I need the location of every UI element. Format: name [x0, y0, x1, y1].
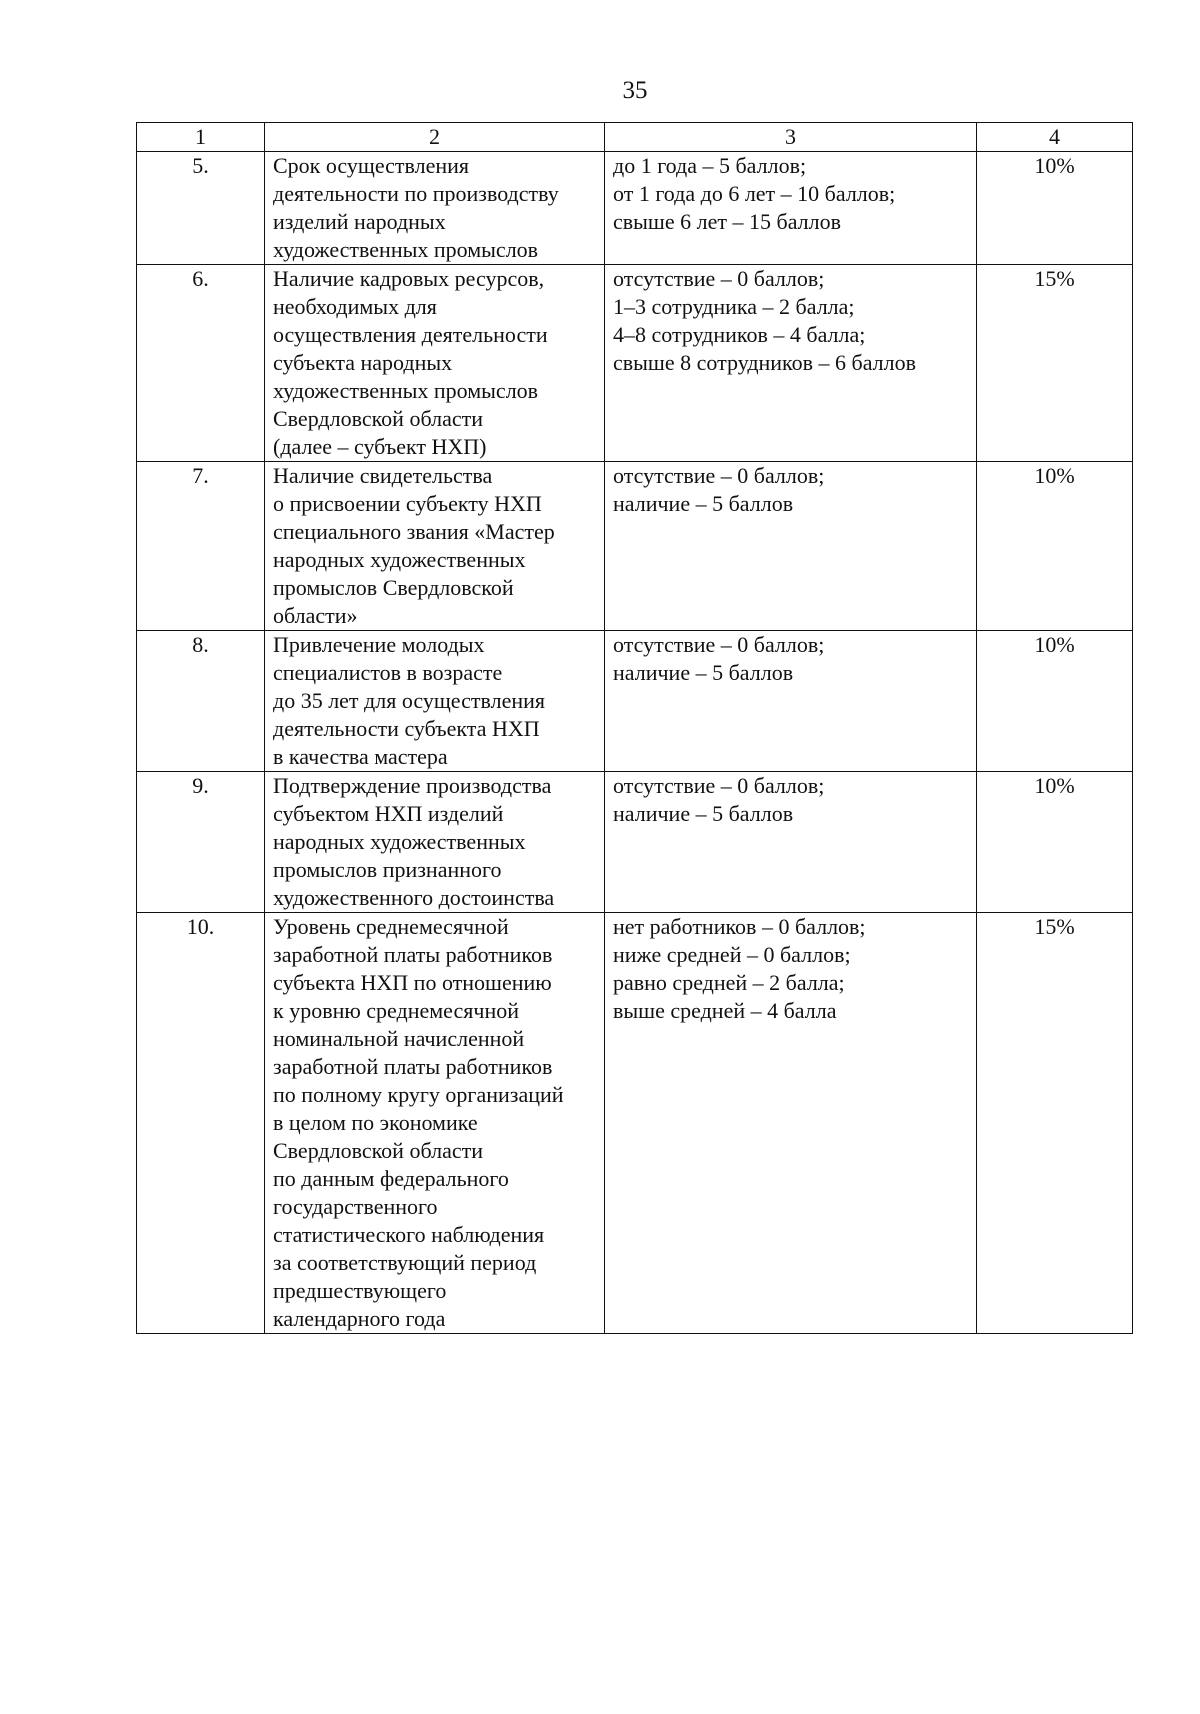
scoring-cell [605, 152, 977, 265]
criterion-line: заработной платы работников [273, 1054, 553, 1079]
criterion-line: Наличие кадровых ресурсов, [273, 266, 545, 291]
row-number: 5. [137, 152, 265, 265]
scoring-cell [605, 631, 977, 772]
criterion-cell [265, 152, 605, 265]
scoring-line: отсутствие – 0 баллов; [613, 632, 825, 657]
criterion-cell [265, 772, 605, 913]
weight-cell: 10% [977, 631, 1133, 772]
scoring-line: отсутствие – 0 баллов; [613, 463, 825, 488]
table-row [137, 913, 1133, 1334]
criterion-line: народных художественных [273, 547, 526, 572]
criterion-line: Срок осуществления [273, 153, 470, 178]
column-header-4: 4 [977, 123, 1133, 152]
criterion-line: Свердловской области [273, 406, 483, 431]
scoring-cell [605, 772, 977, 913]
criterion-line: в целом по экономике [273, 1110, 478, 1135]
row-number: 7. [137, 462, 265, 631]
scoring-line: выше средней – 4 балла [613, 998, 837, 1023]
column-header-2: 2 [265, 123, 605, 152]
scoring-line: равно средней – 2 балла; [613, 970, 845, 995]
scoring-line: свыше 6 лет – 15 баллов [613, 209, 841, 234]
criterion-line: по полному кругу организаций [273, 1082, 564, 1107]
weight-cell: 10% [977, 772, 1133, 913]
weight-cell: 15% [977, 265, 1133, 462]
weight-cell: 15% [977, 913, 1133, 1334]
criterion-line: промыслов признанного [273, 857, 502, 882]
page-number: 35 [622, 77, 648, 104]
scoring-line: нет работников – 0 баллов; [613, 914, 866, 939]
criteria-table [136, 122, 1133, 1334]
criterion-line: изделий народных [273, 209, 446, 234]
criterion-line: субъекта народных [273, 350, 453, 375]
row-number: 8. [137, 631, 265, 772]
scoring-line: 1–3 сотрудника – 2 балла; [613, 294, 855, 319]
scoring-line: наличие – 5 баллов [613, 660, 794, 685]
criterion-line: художественных промыслов [273, 378, 539, 403]
table-row [137, 152, 1133, 265]
row-number: 9. [137, 772, 265, 913]
criterion-cell [265, 913, 605, 1334]
row-number: 10. [137, 913, 265, 1334]
criterion-line: художественного достоинства [273, 885, 555, 910]
criterion-line: Уровень среднемесячной [273, 914, 509, 939]
criterion-line: о присвоении субъекту НХП [273, 491, 542, 516]
table-row [137, 631, 1133, 772]
criterion-line: номинальной начисленной [273, 1026, 525, 1051]
criterion-cell [265, 265, 605, 462]
column-header-1: 1 [137, 123, 265, 152]
scoring-line: от 1 года до 6 лет – 10 баллов; [613, 181, 896, 206]
row-number: 6. [137, 265, 265, 462]
scoring-line: свыше 8 сотрудников – 6 баллов [613, 350, 917, 375]
criterion-cell [265, 462, 605, 631]
scoring-cell [605, 462, 977, 631]
criterion-line: художественных промыслов [273, 237, 539, 262]
criterion-line: государственного [273, 1194, 438, 1219]
criterion-line: деятельности по производству [273, 181, 559, 206]
header-row [137, 123, 1133, 152]
criterion-line: (далее – субъект НХП) [273, 434, 487, 459]
criterion-line: заработной платы работников [273, 942, 553, 967]
criterion-line: до 35 лет для осуществления [273, 688, 546, 713]
criterion-line: календарного года [273, 1306, 446, 1331]
criterion-line: по данным федерального [273, 1166, 509, 1191]
criterion-line: Наличие свидетельства [273, 463, 493, 488]
scoring-line: отсутствие – 0 баллов; [613, 266, 825, 291]
scoring-cell [605, 265, 977, 462]
table-body [137, 152, 1133, 1334]
criterion-line: специалистов в возрасте [273, 660, 503, 685]
scoring-line: наличие – 5 баллов [613, 491, 794, 516]
criterion-cell [265, 631, 605, 772]
criterion-line: в качества мастера [273, 744, 448, 769]
column-header-3: 3 [605, 123, 977, 152]
criterion-line: за соответствующий период [273, 1250, 537, 1275]
criterion-line: к уровню среднемесячной [273, 998, 519, 1023]
criterion-line: промыслов Свердловской [273, 575, 514, 600]
criterion-line: субъекта НХП по отношению [273, 970, 552, 995]
table-row [137, 265, 1133, 462]
scoring-line: до 1 года – 5 баллов; [613, 153, 807, 178]
criterion-line: специального звания «Мастер [273, 519, 555, 544]
criterion-line: статистического наблюдения [273, 1222, 545, 1247]
criterion-line: Привлечение молодых [273, 632, 485, 657]
criterion-line: субъектом НХП изделий [273, 801, 504, 826]
scoring-line: наличие – 5 баллов [613, 801, 794, 826]
scoring-cell [605, 913, 977, 1334]
criterion-line: предшествующего [273, 1278, 447, 1303]
weight-cell: 10% [977, 152, 1133, 265]
scoring-line: отсутствие – 0 баллов; [613, 773, 825, 798]
scoring-line: 4–8 сотрудников – 4 балла; [613, 322, 866, 347]
criterion-line: области» [273, 603, 358, 628]
criterion-line: деятельности субъекта НХП [273, 716, 540, 741]
table-row [137, 772, 1133, 913]
criterion-line: Подтверждение производства [273, 773, 552, 798]
scoring-line: ниже средней – 0 баллов; [613, 942, 851, 967]
criterion-line: осуществления деятельности [273, 322, 548, 347]
criterion-line: Свердловской области [273, 1138, 483, 1163]
table-row [137, 462, 1133, 631]
weight-cell: 10% [977, 462, 1133, 631]
criterion-line: необходимых для [273, 294, 437, 319]
criterion-line: народных художественных [273, 829, 526, 854]
